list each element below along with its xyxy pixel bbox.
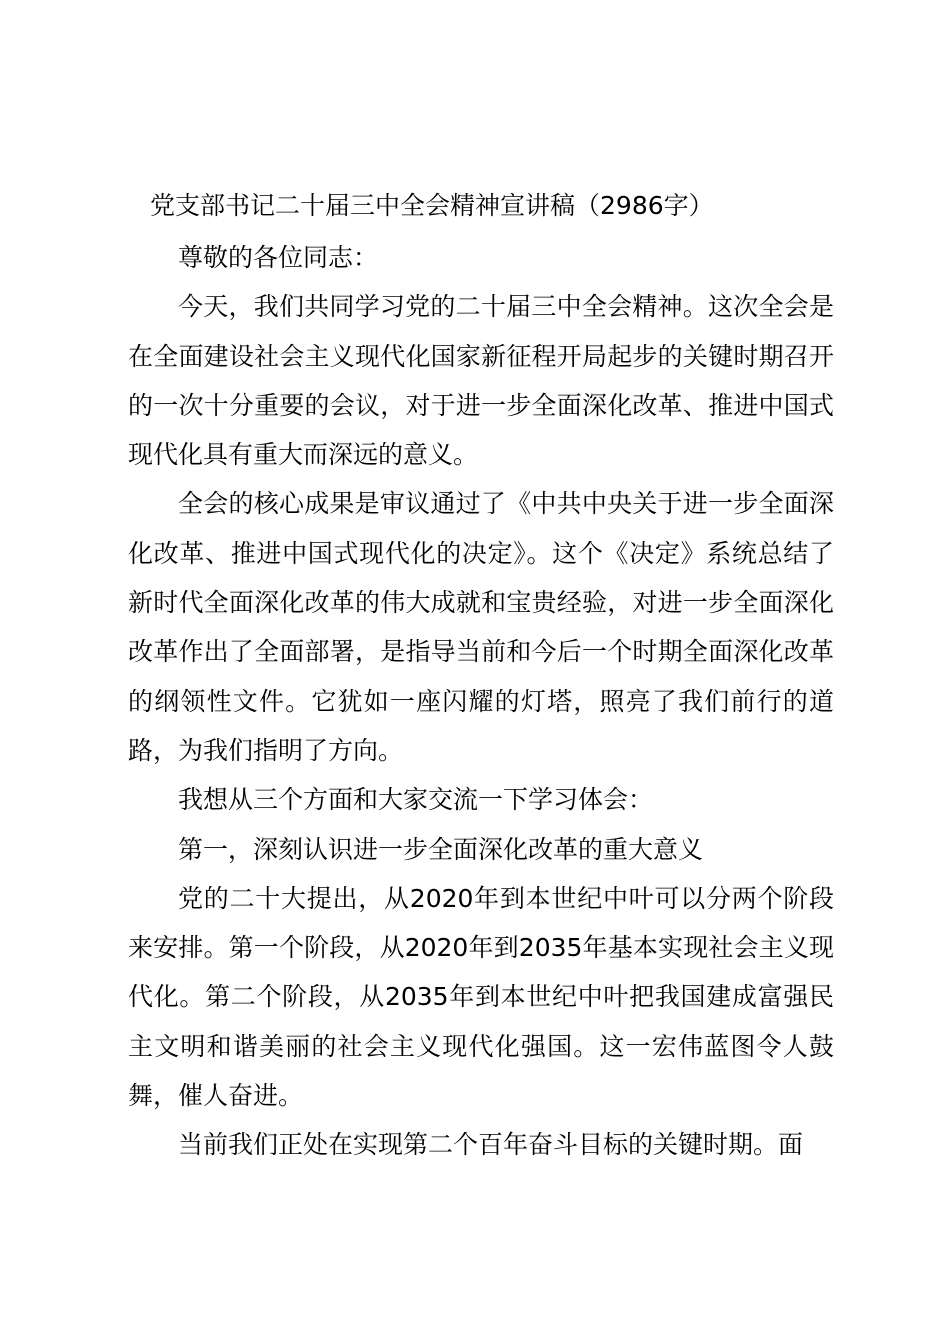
document-body [128,233,834,1170]
document-title: 党支部书记二十届三中全会精神宣讲稿（2986字） [150,191,714,220]
paragraph-core-outcome: 全会的核心成果是审议通过了《中共中央关于进一步全面深化改革、推进中国式现代化的决定》。这个《决定》系统总结了新时代全面深化改革的伟大成就和宝贵经验，对进一步全面深化改革作出了全面部署，是指导当前和今后一个时期全面深化改革的纲领性文件。它犹如一座闪耀的灯塔，照亮了我们前行的道路，为我们指明了方向。 [128,489,834,765]
paragraph-intro: 今天，我们共同学习党的二十届三中全会精神。这次全会是在全面建设社会主义现代化国家新征程开局起步的关键时期召开的一次十分重要的会议，对于进一步全面深化改革、推进中国式现代化具有重大而深远的意义。 [128,292,834,470]
section-heading-first: 第一，深刻认识进一步全面深化改革的重大意义 [178,834,704,864]
paragraph-greeting: 尊敬的各位同志： [178,243,379,272]
paragraph-two-stages: 党的二十大提出，从2020年到本世纪中叶可以分两个阶段来安排。第一个阶段，从2020年到2035年基本实现社会主义现代化。第二个阶段，从2035年到本世纪中叶把我国建成富强民主文明和谐美丽的社会主义现代化强国。这一宏伟蓝图令人鼓舞，催人奋进。 [128,883,834,1111]
paragraph-current-period: 当前我们正处在实现第二个百年奋斗目标的关键时期。面 [178,1130,804,1160]
paragraph-three-aspects: 我想从三个方面和大家交流一下学习体会： [178,785,654,815]
